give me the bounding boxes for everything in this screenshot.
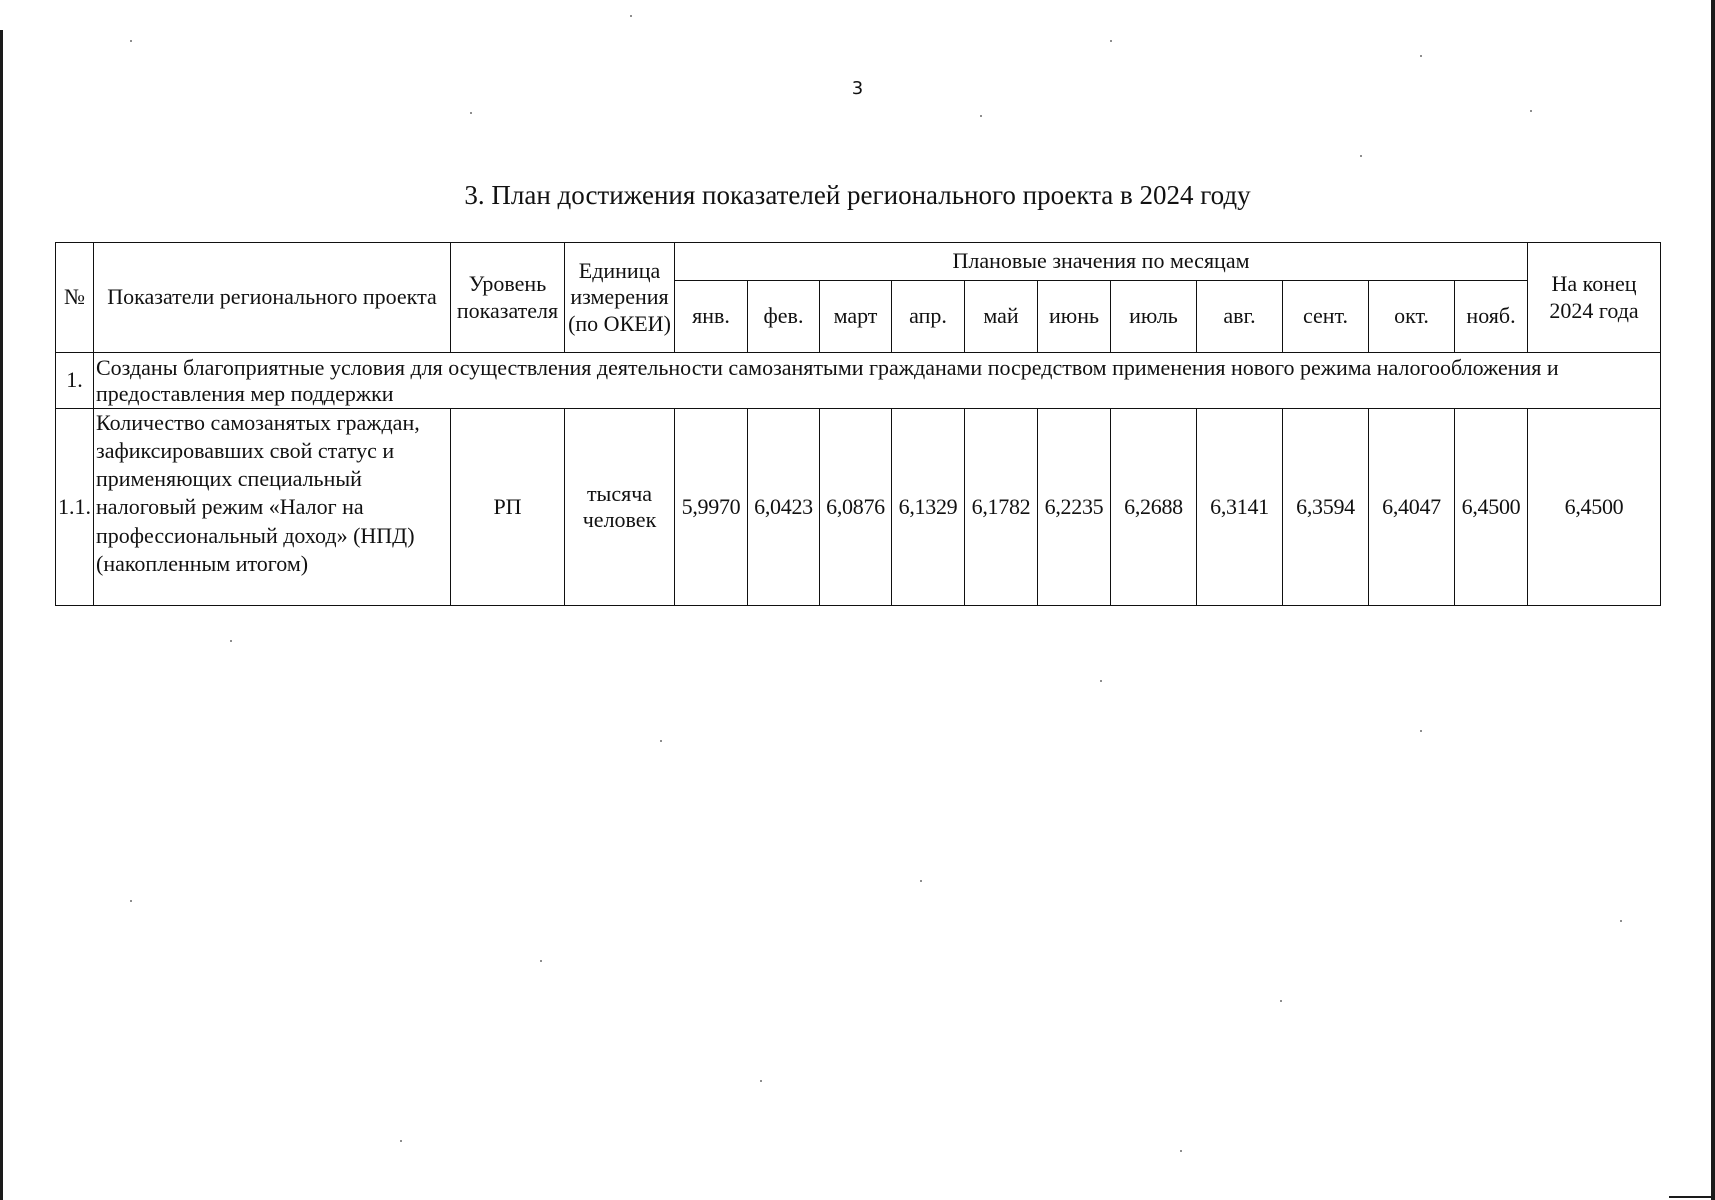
header-month: июль <box>1111 281 1197 353</box>
scan-speck <box>540 960 542 962</box>
scan-speck <box>980 115 982 117</box>
header-row-top <box>56 243 1661 281</box>
indicator-level: РП <box>451 409 565 606</box>
scan-speck <box>130 900 132 902</box>
header-month: авг. <box>1197 281 1283 353</box>
header-number: № <box>56 243 94 353</box>
header-indicator: Показатели регионального проекта <box>94 243 451 353</box>
scan-speck <box>130 40 132 42</box>
indicator-row <box>56 409 1661 606</box>
monthly-value: 6,1782 <box>965 409 1038 606</box>
goal-row <box>56 353 1661 409</box>
scan-speck <box>630 15 632 17</box>
header-month: апр. <box>892 281 965 353</box>
monthly-value: 6,2235 <box>1038 409 1111 606</box>
header-month: нояб. <box>1455 281 1528 353</box>
scan-speck <box>1620 920 1622 922</box>
monthly-value: 6,3594 <box>1283 409 1369 606</box>
scan-speck <box>760 1080 762 1082</box>
scan-speck <box>470 112 472 114</box>
monthly-value: 6,2688 <box>1111 409 1197 606</box>
monthly-value: 6,3141 <box>1197 409 1283 606</box>
page-number: 3 <box>851 78 864 99</box>
scan-speck <box>1420 730 1422 732</box>
header-month: май <box>965 281 1038 353</box>
header-unit: Единица измерения (по ОКЕИ) <box>565 243 675 353</box>
scan-speck <box>660 740 662 742</box>
indicator-number: 1.1. <box>56 409 94 606</box>
scan-speck <box>1420 55 1422 57</box>
indicator-name: Количество самозанятых граждан, зафиксировавших свой статус и применяющих специальный налоговый режим «Налог на профессиональный доход» (НПД) (накопленным итогом) <box>94 409 451 606</box>
monthly-value: 6,1329 <box>892 409 965 606</box>
scan-speck <box>1100 680 1102 682</box>
header-month: янв. <box>675 281 748 353</box>
header-month: июнь <box>1038 281 1111 353</box>
scan-edge-bottom <box>1669 1196 1711 1198</box>
scan-speck <box>1110 40 1112 42</box>
goal-number: 1. <box>56 353 94 409</box>
indicator-unit: тысяча человек <box>565 409 675 606</box>
goal-text: Созданы благоприятные условия для осуществления деятельности самозанятыми гражданами посредством применения нового режима налогообложения и предоставления мер поддержки <box>94 353 1661 409</box>
header-year-end: На конец 2024 года <box>1528 243 1661 353</box>
indicators-plan-table <box>55 242 1661 606</box>
monthly-value: 5,9970 <box>675 409 748 606</box>
document-title: 3. План достижения показателей регионального проекта в 2024 году <box>464 180 1251 210</box>
header-month: фев. <box>748 281 820 353</box>
scan-speck <box>1280 1000 1282 1002</box>
header-level: Уровень показателя <box>451 243 565 353</box>
scan-speck <box>1360 155 1362 157</box>
scan-speck <box>230 640 232 642</box>
monthly-value: 6,4500 <box>1455 409 1528 606</box>
header-month: март <box>820 281 892 353</box>
scan-speck <box>400 1140 402 1142</box>
scan-speck <box>920 880 922 882</box>
scan-speck <box>1530 110 1532 112</box>
header-month: сент. <box>1283 281 1369 353</box>
year-end-value: 6,4500 <box>1528 409 1661 606</box>
monthly-value: 6,4047 <box>1369 409 1455 606</box>
scan-speck <box>1180 1150 1182 1152</box>
header-month: окт. <box>1369 281 1455 353</box>
monthly-value: 6,0423 <box>748 409 820 606</box>
monthly-value: 6,0876 <box>820 409 892 606</box>
header-monthly-group: Плановые значения по месяцам <box>675 243 1528 281</box>
